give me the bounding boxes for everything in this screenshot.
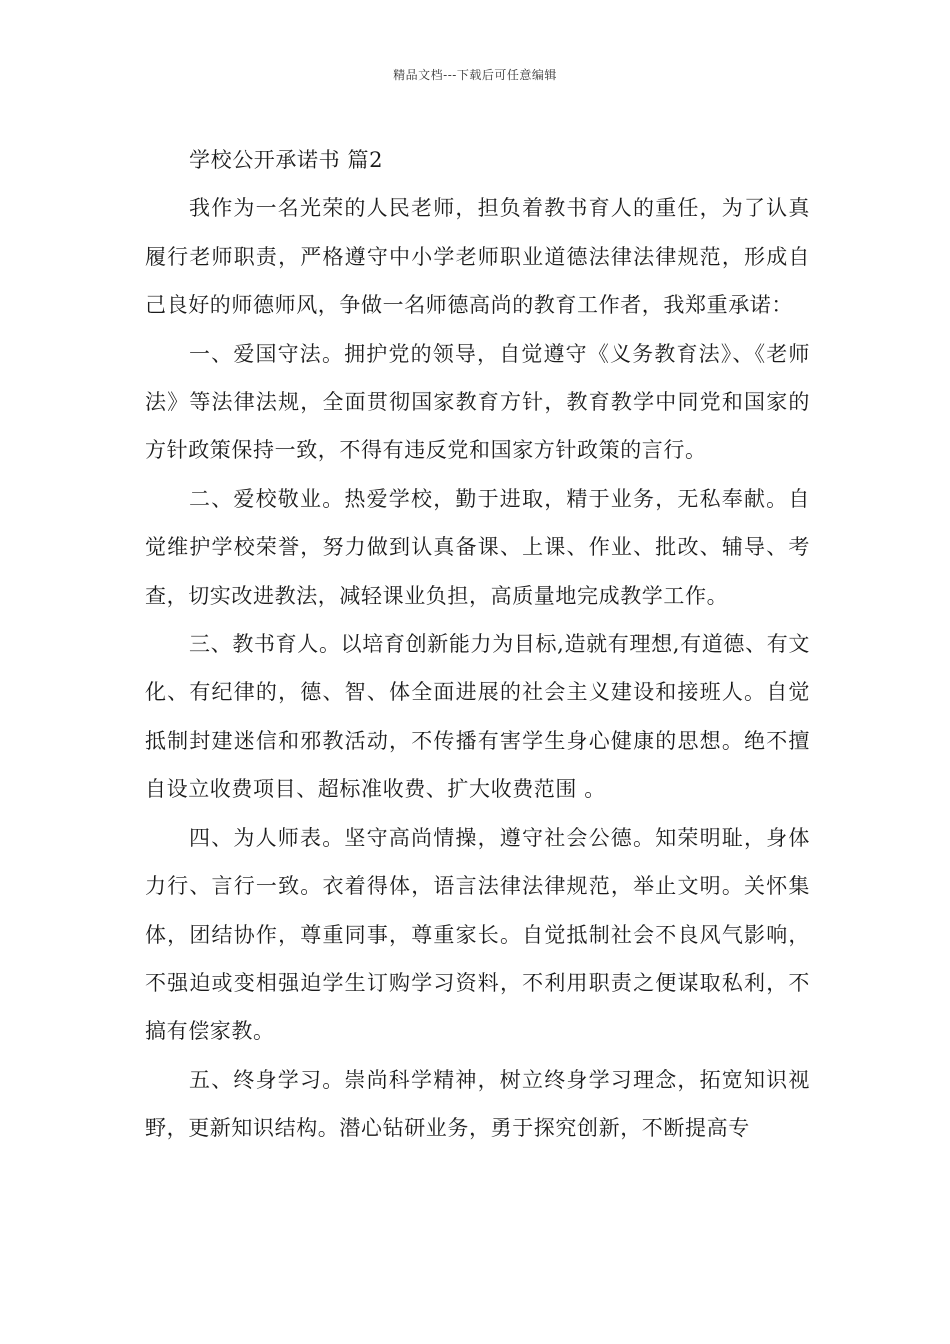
- paragraph-lifelong-learning: 五、终身学习。崇尚科学精神，树立终身学习理念，拓宽知识视野，更新知识结构。潜心钻研业务，勇于探究创新，不断提高专: [145, 1067, 810, 1141]
- document-title: 学校公开承诺书 篇2: [189, 148, 384, 172]
- paragraph-educating: 三、教书育人。以培育创新能力为目标,造就有理想,有道德、有文化、有纪律的，德、智、体全面进展的社会主义建设和接班人。自觉抵制封建迷信和邪教活动，不传播有害学生身心健康的思想。绝不擅自设立收费项目、超标准收费、扩大收费范围 。: [145, 632, 810, 802]
- paragraph-role-model: 四、为人师表。坚守高尚情操，遵守社会公德。知荣明耻，身体力行、言行一致。衣着得体，语言法律法律规范，举止文明。关怀集体，团结协作，尊重同事，尊重家长。自觉抵制社会不良风气影响，不强迫或变相强迫学生订购学习资料，不利用职责之便谋取私利，不搞有偿家教。: [145, 825, 810, 1044]
- paragraph-intro: 我作为一名光荣的人民老师，担负着教书育人的重任，为了认真履行老师职责，严格遵守中小学老师职业道德法律法律规范，形成自己良好的师德师风，争做一名师德高尚的教育工作者，我郑重承诺：: [145, 196, 810, 318]
- paragraph-patriotic: 一、爱国守法。拥护党的领导，自觉遵守《义务教育法》、《老师法》等法律法规，全面贯彻国家教育方针，教育教学中同党和国家的方针政策保持一致，不得有违反党和国家方针政策的言行。: [145, 341, 810, 463]
- paragraph-dedication: 二、爱校敬业。热爱学校，勤于进取，精于业务，无私奉献。自觉维护学校荣誉，努力做到认真备课、上课、作业、批改、辅导、考查，切实改进教法，减轻课业负担，高质量地完成教学工作。: [145, 486, 810, 608]
- document-body: [145, 136, 810, 1153]
- page-header: 精品文档---下载后可任意编辑: [393, 68, 557, 82]
